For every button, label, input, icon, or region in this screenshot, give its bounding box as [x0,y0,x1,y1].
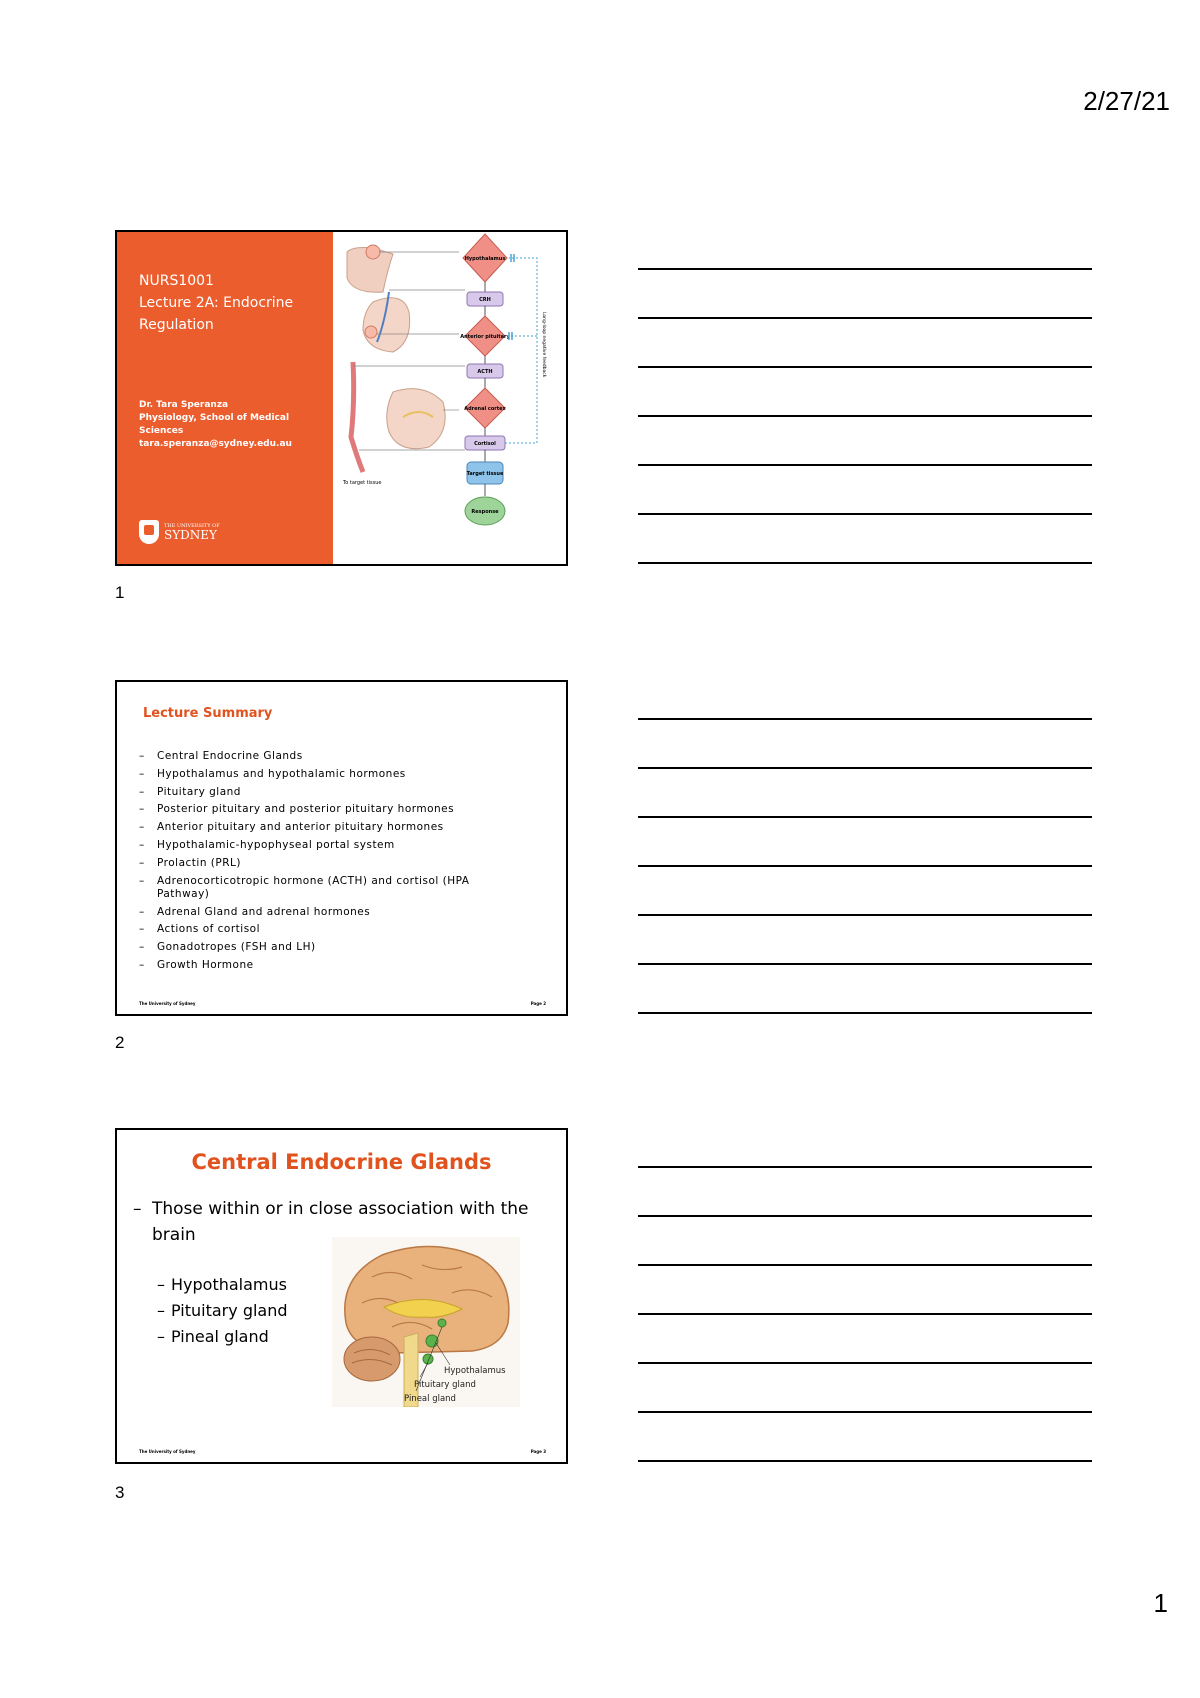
page-number: 1 [1153,1588,1168,1618]
pineal-marker [438,1319,446,1327]
logo-big-text: SYDNEY [164,527,217,542]
anterior-pituitary-node-label: Anterior pituitary [460,334,510,340]
slide-footer: The University of Sydney [139,1449,196,1454]
feedback-loop [505,258,537,443]
logo-small-text: THE UNIVERSITY OF [164,522,220,529]
note-line [638,562,1092,564]
list-item: – Pituitary gland [157,1298,288,1324]
list-item: – Gonadotropes (FSH and LH) [139,941,499,954]
list-item: – Actions of cortisol [139,923,499,936]
list-item: – Adrenal Gland and adrenal hormones [139,906,499,919]
pituitary-image-label: Pituitary gland [414,1380,476,1390]
note-line [638,865,1092,867]
note-line [638,1460,1092,1462]
list-item: – Hypothalamic-hypophyseal portal system [139,839,499,852]
title-panel [117,232,333,564]
author-name: Dr. Tara Speranza [139,400,229,410]
list-item: – Posterior pituitary and posterior pituitary hormones [139,803,499,816]
slide-3 [115,1128,568,1464]
slide-number-3: 3 [115,1483,125,1502]
pituitary-marker [423,1354,433,1364]
brain-illustration [332,1237,520,1407]
note-line [638,268,1092,270]
note-line [638,816,1092,818]
summary-list [139,750,499,977]
note-line [638,963,1092,965]
note-line [638,513,1092,515]
university-logo [139,520,220,544]
feedback-label: Long-loop negative feedback [541,312,546,378]
hypothalamus-neuron [366,245,380,259]
list-item: – Prolactin (PRL) [139,857,499,870]
note-line [638,1012,1092,1014]
hypothalamus-image-label: Hypothalamus [444,1366,506,1376]
target-label: To target tissue [343,480,382,486]
course-title [139,270,324,336]
main-point-text: Those within or in close association with the brain [152,1199,529,1245]
slide-title: Central Endocrine Glands [191,1150,492,1174]
blood-vessel [351,362,363,472]
list-item: – Hypothalamus [157,1272,288,1298]
note-line [638,317,1092,319]
list-item: – Growth Hormone [139,959,499,972]
slide-2 [115,680,568,1016]
slide-page-label: Page 3 [530,1449,546,1454]
hypothalamus-node-label: Hypothalamus [464,256,506,262]
note-line [638,767,1092,769]
page-date: 2/27/21 [1083,86,1170,116]
cortisol-node-label: Cortisol [474,441,496,447]
note-line [638,415,1092,417]
author-dept: Physiology, School of Medical Sciences [139,413,290,436]
note-line [638,1411,1092,1413]
note-line [638,1166,1092,1168]
list-item: – Central Endocrine Glands [139,750,499,763]
hpa-diagram-svg [333,232,566,564]
author-info [139,399,333,451]
list-item: – Anterior pituitary and anterior pituitary hormones [139,821,499,834]
slide-number-2: 2 [115,1033,125,1052]
slide-number-1: 1 [115,583,125,602]
note-line [638,366,1092,368]
hpa-diagram [333,232,566,564]
pituitary-cell [365,326,377,338]
list-item: – Pituitary gland [139,786,499,799]
list-item: – Adrenocorticotropic hormone (ACTH) and cortisol (HPA Pathway) [139,875,499,902]
adrenal-anatomy [387,389,445,449]
slide-title: Lecture Summary [143,706,273,721]
course-code: NURS1001 [139,273,214,289]
slide-1 [115,230,568,566]
list-item: – Pineal gland [157,1324,288,1350]
list-item: – Hypothalamus and hypothalamic hormones [139,768,499,781]
note-line [638,1264,1092,1266]
slide-page-label: Page 2 [530,1001,546,1006]
bullet-dash: – [133,1199,142,1219]
note-line [638,464,1092,466]
response-node-label: Response [471,509,499,515]
crh-node-label: CRH [479,297,491,303]
author-email: tara.speranza@sydney.edu.au [139,439,292,449]
crest-icon [139,520,159,544]
note-line [638,1215,1092,1217]
note-line [638,914,1092,916]
adrenal-cortex-node-label: Adrenal cortex [464,406,506,412]
slide-footer: The University of Sydney [139,1001,196,1006]
note-line [638,1313,1092,1315]
lecture-title: Lecture 2A: Endocrine Regulation [139,295,294,333]
target-tissue-node-label: Target tissue [466,471,504,477]
sub-point-list [157,1272,288,1350]
acth-node-label: ACTH [477,369,493,375]
note-line [638,718,1092,720]
pineal-image-label: Pineal gland [404,1394,456,1404]
note-line [638,1362,1092,1364]
